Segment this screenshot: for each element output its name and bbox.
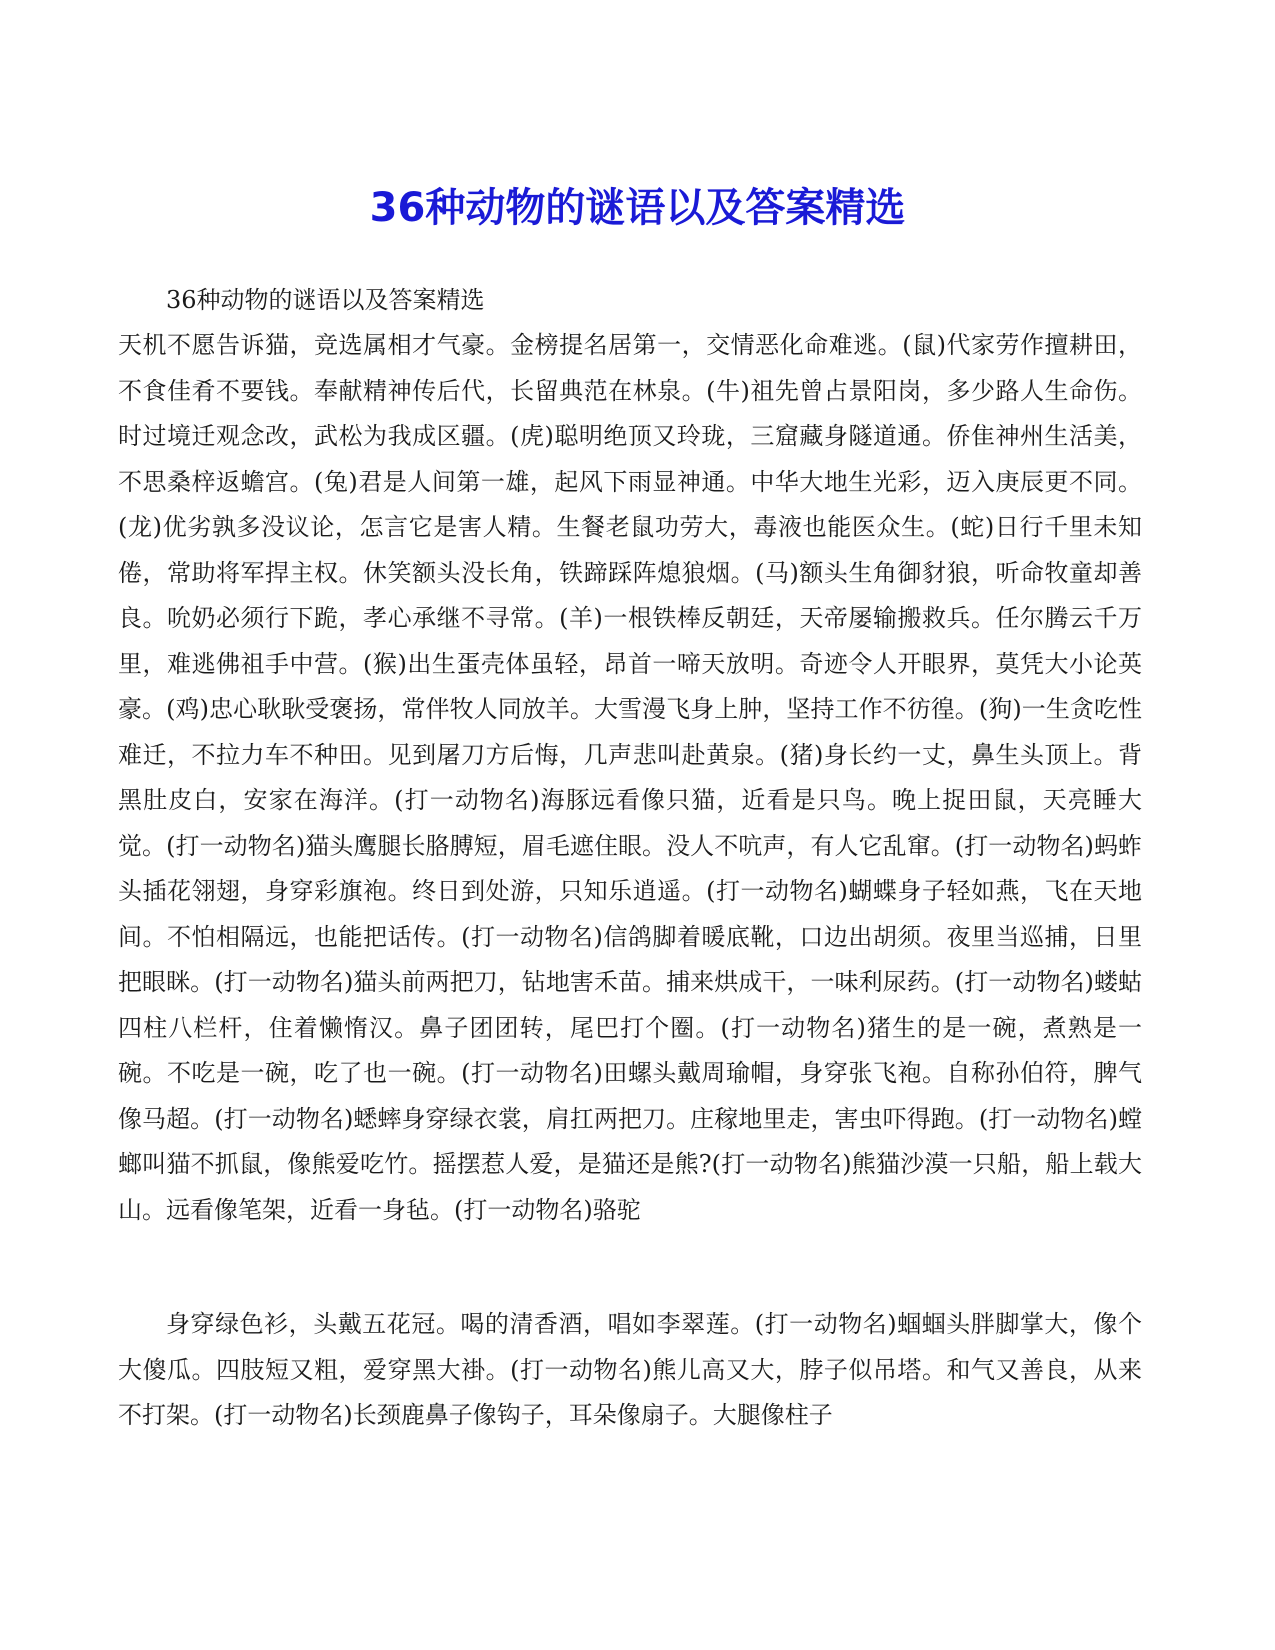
paragraph-1: 天机不愿告诉猫，竞选属相才气豪。金榜提名居第一，交情恶化命难逃。(鼠)代家劳作擅耕田，不食佳肴不要钱。奉献精神传后代，长留典范在林泉。(牛)祖先曾占景阳岗，多少路人生命伤。时过境迁观念改，武松为我成区疆。(虎)聪明绝顶又玲珑，三窟藏身隧道通。侨隹神州生活美，不思桑梓返蟾宫。(兔)君是人间第一雄，起风下雨显神通。中华大地生光彩，迈入庚辰更不同。(龙)优劣孰多没议论，怎言它是害人精。生餐老鼠功劳大，毒液也能医众生。(蛇)日行千里未知倦，常助将军捍主权。休笑额头没长角，铁蹄踩阵熄狼烟。(马)额头生角御豺狼，听命牧童却善良。吮奶必须行下跪，孝心承继不寻常。(羊)一根铁棒反朝廷，天帝屡输搬救兵。任尔腾云千万里，难逃佛祖手中营。(猴)出生蛋壳体虽轻，昂首一啼天放明。奇迹令人开眼界，莫凭大小论英豪。(鸡)忠心耿耿受褒扬，常伴牧人同放羊。大雪漫飞身上肿，坚持工作不彷徨。(狗)一生贪吃性难迁，不拉力车不种田。见到屠刀方后悔，几声悲叫赴黄泉。(猪)身长约一丈，鼻生头顶上。背黑肚皮白，安家在海洋。(打一动物名)海豚远看像只猫，近看是只鸟。晚上捉田鼠，天亮睡大觉。(打一动物名)猫头鹰腿长胳膊短，眉毛遮住眼。没人不吭声，有人它乱窜。(打一动物名)蚂蚱头插花翎翅，身穿彩旗袍。终日到处游，只知乐逍遥。(打一动物名)蝴蝶身子轻如燕，飞在天地间。不怕相隔远，也能把话传。(打一动物名)信鸽脚着暖底靴，口边出胡须。夜里当巡捕，日里把眼眯。(打一动物名)猫头前两把刀，钻地害禾苗。捕来烘成干，一味利尿药。(打一动物名)蝼蛄四柱八栏杆，住着懒惰汉。鼻子团团转，尾巴打个圈。(打一动物名)猪生的是一碗，煮熟是一碗。不吃是一碗，吃了也一碗。(打一动物名)田螺头戴周瑜帽，身穿张飞袍。自称孙伯符，脾气像马超。(打一动物名)蟋蟀身穿绿衣裳，肩扛两把刀。庄稼地里走，害虫吓得跑。(打一动物名)螳螂叫猫不抓鼠，像熊爱吃竹。摇摆惹人爱，是猫还是熊?(打一动物名)熊猫沙漠一只船，船上载大山。远看像笔架，近看一身毡。(打一动物名)骆驼	[118, 331, 1142, 1224]
document-subtitle: 36种动物的谜语以及答案精选	[166, 286, 485, 314]
page-title: 36种动物的谜语以及答案精选	[369, 185, 906, 231]
paragraph-2: 身穿绿色衫，头戴五花冠。喝的清香酒，唱如李翠莲。(打一动物名)蝈蝈头胖脚掌大，像个大傻瓜。四肢短又粗，爱穿黑大褂。(打一动物名)熊儿高又大，脖子似吊塔。和气又善良，从来不打架。(打一动物名)长颈鹿鼻子像钩子，耳朵像扇子。大腿像柱子	[118, 1310, 1142, 1429]
